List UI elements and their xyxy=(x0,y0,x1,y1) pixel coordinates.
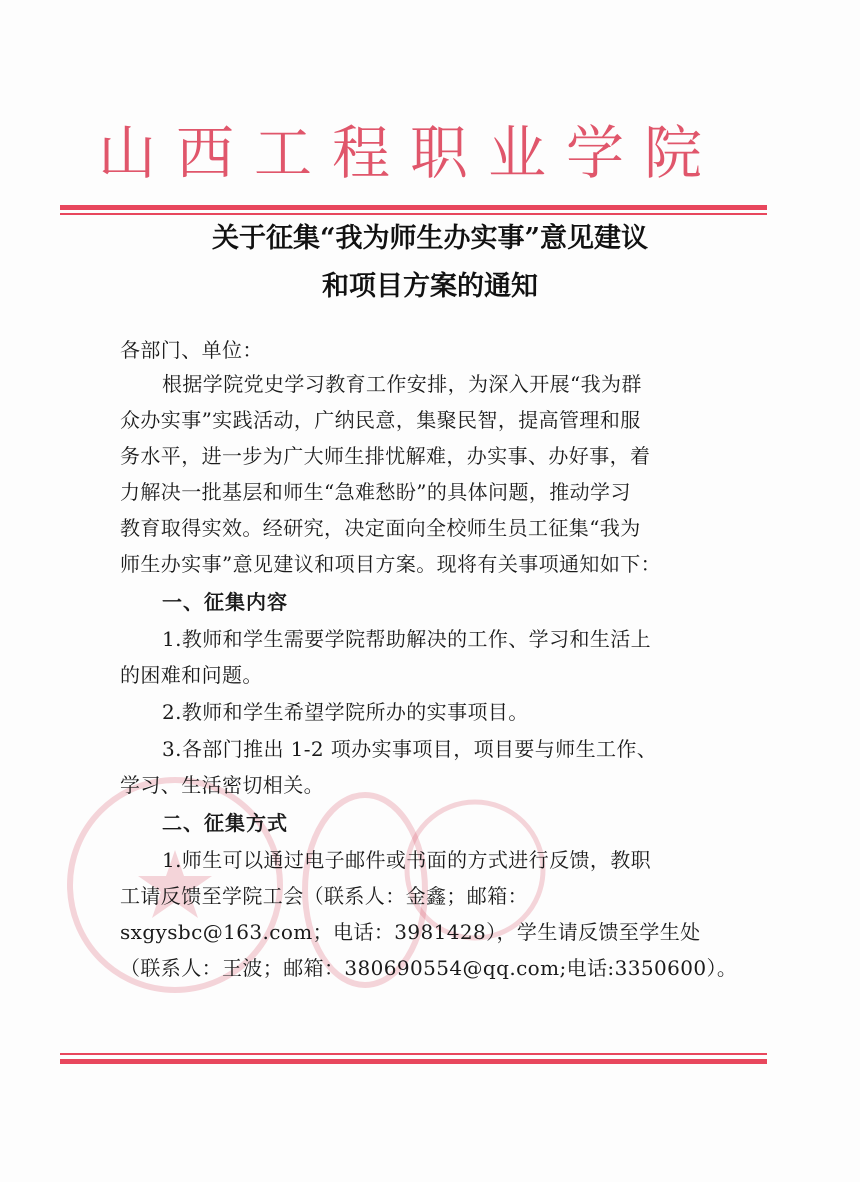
section2-item1-line: 1.师生可以通过电子邮件或书面的方式进行反馈，教职 xyxy=(162,848,652,872)
section2-item1-line: 工请反馈至学院工会（联系人：金鑫；邮箱： xyxy=(120,884,528,908)
section1-item1-line: 1.教师和学生需要学院帮助解决的工作、学习和生活上 xyxy=(162,627,652,651)
intro-line: 务水平，进一步为广大师生排忧解难，办实事、办好事，着 xyxy=(120,444,651,468)
intro-line: 力解决一批基层和师生“急难愁盼”的具体问题，推动学习 xyxy=(120,480,631,504)
section2-item1-line: sxgysbc@163.com；电话：3981428），学生请反馈至学生处 xyxy=(120,920,701,944)
document-title-line2: 和项目方案的通知 xyxy=(322,271,538,302)
document-title-line1: 关于征集“我为师生办实事”意见建议 xyxy=(211,223,649,254)
section2-heading: 二、征集方式 xyxy=(162,811,288,835)
salutation: 各部门、单位： xyxy=(120,338,263,362)
intro-line: 师生办实事”意见建议和项目方案。现将有关事项通知如下： xyxy=(120,552,662,576)
letterhead-institution-name: 山西工程职业学院 xyxy=(97,119,722,187)
section1-item3-line: 学习、生活密切相关。 xyxy=(120,773,324,797)
section1-item3-line: 3.各部门推出 1-2 项办实事项目，项目要与师生工作、 xyxy=(162,737,658,761)
letterhead-rule-thick xyxy=(60,205,767,210)
footer-rule-thick xyxy=(60,1059,767,1064)
section2-item1-line: （联系人：王波；邮箱：380690554@qq.com;电话:3350600）。 xyxy=(120,956,738,980)
section1-item2: 2.教师和学生希望学院所办的实事项目。 xyxy=(162,700,529,724)
intro-line: 根据学院党史学习教育工作安排，为深入开展“我为群 xyxy=(162,372,642,396)
section1-item1-line: 的困难和问题。 xyxy=(120,663,263,687)
intro-line: 众办实事”实践活动，广纳民意，集聚民智，提高管理和服 xyxy=(120,408,641,432)
section1-heading: 一、征集内容 xyxy=(162,590,288,614)
intro-line: 教育取得实效。经研究，决定面向全校师生员工征集“我为 xyxy=(120,516,641,540)
footer-rule-thin xyxy=(60,1053,767,1055)
